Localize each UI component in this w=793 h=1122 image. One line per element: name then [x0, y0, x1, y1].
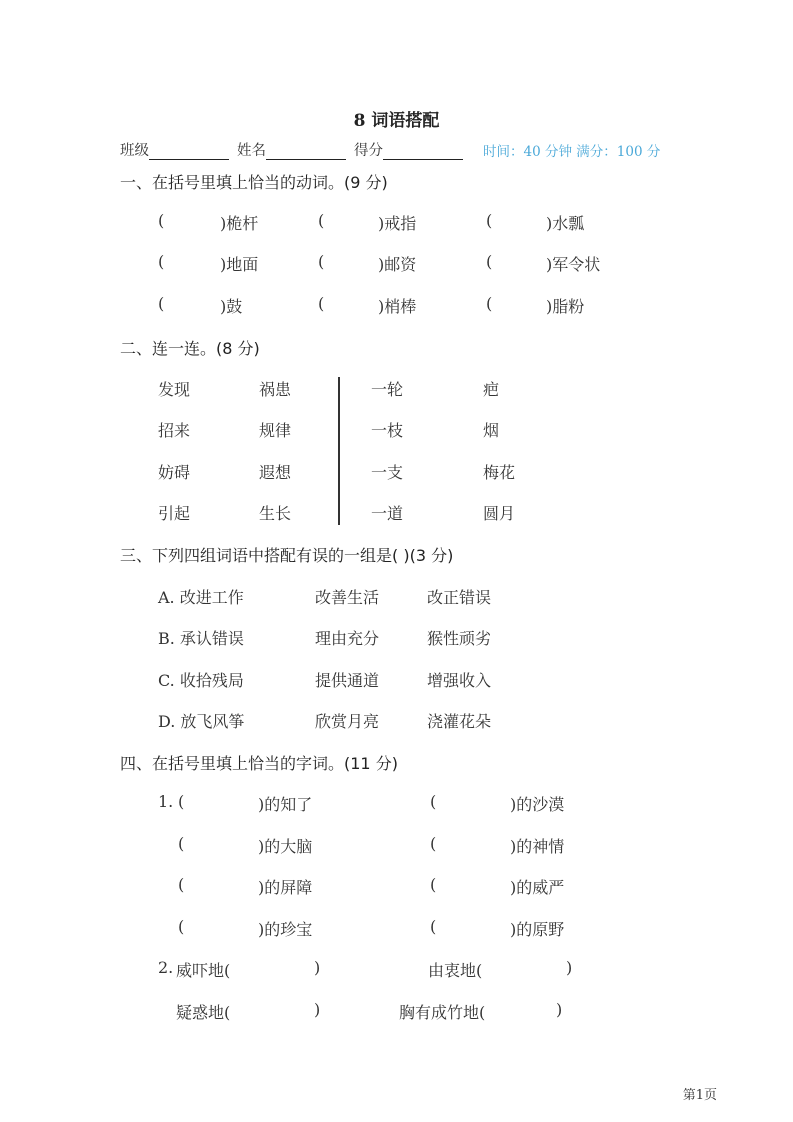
- match-word[interactable]: 规律: [259, 421, 292, 440]
- score-blank[interactable]: [383, 145, 463, 160]
- open-paren: (: [486, 252, 493, 271]
- open-paren: (: [178, 917, 185, 936]
- match-word[interactable]: 梅花: [483, 463, 516, 482]
- open-paren: (: [318, 252, 325, 271]
- open-paren: (: [158, 211, 165, 230]
- adverb-item: 由衷地(: [428, 961, 483, 980]
- blank-item: )地面: [220, 255, 259, 274]
- blank-item: )的知了: [258, 795, 313, 814]
- blank-item: )的神情: [510, 837, 565, 856]
- open-paren: (: [430, 875, 437, 894]
- match-word[interactable]: 一轮: [371, 380, 404, 399]
- match-word[interactable]: 一道: [371, 504, 404, 523]
- adverb-item: 威吓地(: [176, 961, 231, 980]
- blank-item: )的大脑: [258, 837, 313, 856]
- option-a-word-3: 改正错误: [427, 588, 492, 607]
- option-b[interactable]: B. 承认错误: [158, 629, 244, 648]
- match-word[interactable]: 招来: [158, 421, 191, 440]
- match-word[interactable]: 遐想: [259, 463, 292, 482]
- open-paren: (: [318, 211, 325, 230]
- option-c-word-2: 提供通道: [315, 671, 380, 690]
- question-number: 1.: [158, 792, 174, 811]
- blank-item: )的珍宝: [258, 920, 313, 939]
- blank-item: )的原野: [510, 920, 565, 939]
- match-word[interactable]: 一枝: [371, 421, 404, 440]
- class-label: 班级: [120, 143, 149, 159]
- option-c-word-3: 增强收入: [427, 671, 492, 690]
- close-paren: ): [556, 1000, 563, 1019]
- section-1-heading: 一、在括号里填上恰当的动词。(9 分): [120, 173, 388, 192]
- question-number: 2.: [158, 958, 174, 977]
- blank-item: )的威严: [510, 878, 565, 897]
- option-a-word-2: 改善生活: [315, 588, 380, 607]
- option-b-word-3: 猴性顽劣: [427, 629, 492, 648]
- open-paren: (: [178, 834, 185, 853]
- match-word[interactable]: 引起: [158, 504, 191, 523]
- open-paren: (: [486, 294, 493, 313]
- match-word[interactable]: 一支: [371, 463, 404, 482]
- match-word[interactable]: 妨碍: [158, 463, 191, 482]
- adverb-item: 疑惑地(: [176, 1003, 231, 1022]
- page-number: 第1页: [682, 1088, 717, 1103]
- blank-item: )的沙漠: [510, 795, 565, 814]
- match-word[interactable]: 烟: [483, 421, 500, 440]
- section-3-heading: 三、下列四组词语中搭配有误的一组是( )(3 分): [120, 546, 454, 565]
- name-label: 姓名: [237, 143, 266, 159]
- match-word[interactable]: 圆月: [483, 504, 516, 523]
- open-paren: (: [430, 917, 437, 936]
- student-info-line: [120, 139, 660, 160]
- blank-item: )戒指: [378, 214, 417, 233]
- page-title: 8 词语搭配: [353, 111, 440, 131]
- class-blank[interactable]: [149, 145, 229, 160]
- section-4-heading: 四、在括号里填上恰当的字词。(11 分): [120, 754, 398, 773]
- blank-item: )邮资: [378, 255, 417, 274]
- divider-line: [338, 377, 340, 525]
- name-blank[interactable]: [266, 145, 346, 160]
- time-score-meta: 时间：40 分钟 满分：100 分: [483, 144, 661, 160]
- match-word[interactable]: 祸患: [259, 380, 292, 399]
- section-2-heading: 二、连一连。(8 分): [120, 339, 260, 358]
- score-label: 得分: [354, 143, 383, 159]
- adverb-item: 胸有成竹地(: [399, 1003, 486, 1022]
- blank-item: )的屏障: [258, 878, 313, 897]
- open-paren: (: [158, 294, 165, 313]
- option-d-word-2: 欣赏月亮: [315, 712, 380, 731]
- option-d[interactable]: D. 放飞风筝: [158, 712, 245, 731]
- blank-item: )水瓢: [546, 214, 585, 233]
- open-paren: (: [178, 875, 185, 894]
- option-a[interactable]: A. 改进工作: [158, 588, 244, 607]
- close-paren: ): [314, 958, 321, 977]
- match-word[interactable]: 发现: [158, 380, 191, 399]
- open-paren: (: [158, 252, 165, 271]
- match-word[interactable]: 生长: [259, 504, 292, 523]
- open-paren: (: [318, 294, 325, 313]
- blank-item: )桅杆: [220, 214, 259, 233]
- close-paren: ): [566, 958, 573, 977]
- blank-item: )脂粉: [546, 297, 585, 316]
- match-word[interactable]: 疤: [483, 380, 500, 399]
- blank-item: )梢棒: [378, 297, 417, 316]
- option-c[interactable]: C. 收拾残局: [158, 671, 244, 690]
- open-paren: (: [486, 211, 493, 230]
- option-d-word-3: 浇灌花朵: [427, 712, 492, 731]
- blank-item: )军令状: [546, 255, 601, 274]
- open-paren: (: [178, 792, 185, 811]
- close-paren: ): [314, 1000, 321, 1019]
- open-paren: (: [430, 834, 437, 853]
- option-b-word-2: 理由充分: [315, 629, 380, 648]
- blank-item: )鼓: [220, 297, 243, 316]
- open-paren: (: [430, 792, 437, 811]
